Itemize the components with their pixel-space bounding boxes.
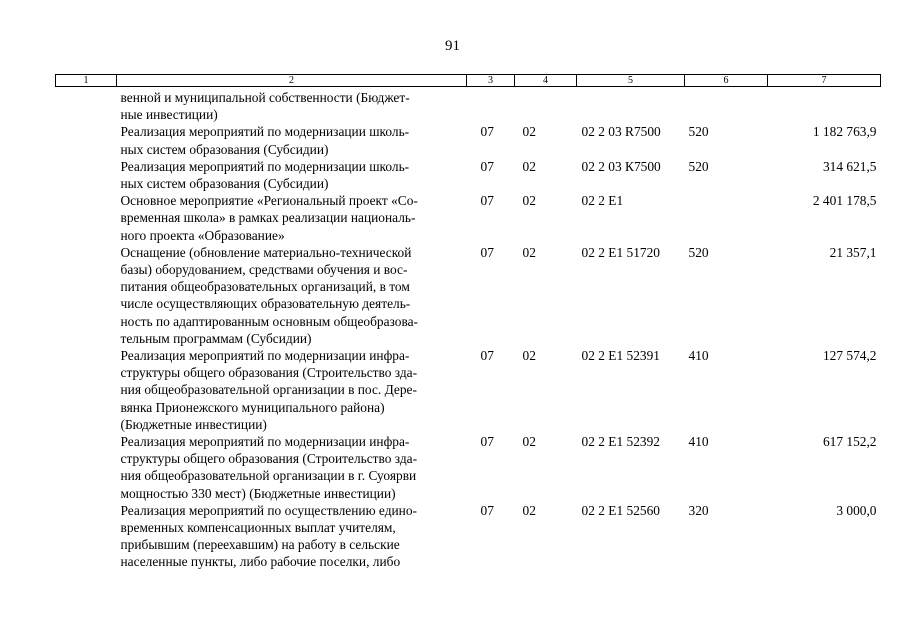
name-line: мощностью 330 мест) (Бюджетные инвестиции) (120, 485, 396, 501)
header-col-5: 5 (577, 75, 685, 87)
cell-subsection: 02 (522, 434, 536, 450)
table-row (56, 244, 881, 347)
cell-amount: 314 621,5 (822, 158, 877, 174)
header-col-4: 4 (515, 75, 577, 87)
cell-section (467, 87, 515, 124)
cell-subsection: 02 (522, 158, 536, 174)
cell-empty (56, 347, 117, 433)
table-row (56, 123, 881, 157)
name-line: базы) оборудованием, средствами обучения и вос- (120, 262, 408, 278)
table-row (56, 158, 881, 192)
name-line: временная школа» в рамках реализации националь- (120, 210, 416, 226)
cell-expense-type: 320 (688, 502, 709, 518)
name-line: населенные пункты, либо рабочие поселки, либо (120, 554, 401, 570)
cell-subsection: 02 (522, 348, 536, 364)
cell-name (117, 192, 467, 244)
table-row (56, 87, 881, 124)
name-line: ных систем образования (Субсидии) (120, 176, 329, 192)
cell-target-item: 02 2 Е1 52391 (581, 348, 660, 364)
table-body (56, 87, 881, 571)
table-row (56, 502, 881, 571)
name-line: Реализация мероприятий по модернизации школь- (120, 124, 410, 140)
cell-target-item: 02 2 03 К7500 (581, 158, 661, 174)
cell-section: 07 (480, 348, 494, 364)
name-line: ность по адаптированным основным общеобразова- (120, 313, 418, 329)
cell-target-item: 02 2 Е1 51720 (581, 244, 660, 260)
cell-target-item: 02 2 Е1 52392 (581, 434, 660, 450)
cell-name (117, 347, 467, 433)
name-line: венной и муниципальной собственности (Бюджет- (120, 90, 410, 105)
cell-subsection: 02 (522, 244, 536, 260)
name-line: питания общеобразовательных организаций, в том (120, 279, 410, 295)
name-line: (Бюджетные инвестиции) (120, 416, 267, 432)
cell-subsection (515, 87, 577, 124)
cell-target-item: 02 2 03 R7500 (581, 124, 661, 140)
cell-section: 07 (480, 502, 494, 518)
header-col-6: 6 (685, 75, 768, 87)
cell-amount: 127 574,2 (822, 348, 877, 364)
name-line: временных компенсационных выплат учителям, (120, 520, 396, 536)
name-line: ния общеобразовательной организации в г. Суоярви (120, 468, 417, 484)
table-row (56, 433, 881, 502)
cell-amount: 617 152,2 (822, 434, 877, 450)
cell-target-item: 02 2 Е1 (581, 193, 624, 209)
cell-empty (56, 244, 117, 347)
cell-section: 07 (480, 434, 494, 450)
cell-section: 07 (480, 193, 494, 209)
table-row (56, 347, 881, 433)
name-line: Реализация мероприятий по модернизации инфра- (120, 434, 410, 450)
cell-section: 07 (480, 124, 494, 140)
name-line: структуры общего образования (Строительство зда- (120, 365, 418, 381)
name-line: ного проекта «Образование» (120, 227, 285, 243)
budget-table (55, 74, 881, 571)
cell-amount: 2 401 178,5 (812, 193, 877, 209)
name-line: ных систем образования (Субсидии) (120, 141, 329, 157)
cell-expense-type: 410 (688, 434, 709, 450)
cell-expense-type: 520 (688, 124, 709, 140)
cell-empty (56, 123, 117, 157)
cell-expense-type: 520 (688, 244, 709, 260)
header-col-7: 7 (768, 75, 881, 87)
cell-target-item (577, 87, 685, 124)
header-col-1: 1 (56, 75, 117, 87)
cell-empty (56, 87, 117, 124)
page-number: 91 (445, 38, 460, 54)
cell-name (117, 123, 467, 157)
cell-subsection: 02 (522, 124, 536, 140)
cell-empty (56, 502, 117, 571)
cell-empty (56, 192, 117, 244)
name-line: числе осуществляющих образовательную деятель- (120, 296, 411, 312)
name-line: прибывшим (переехавшим) на работу в сельские (120, 537, 400, 553)
cell-expense-type (685, 87, 768, 124)
header-row (56, 75, 881, 87)
cell-expense-type: 410 (688, 348, 709, 364)
name-line: Основное мероприятие «Региональный проект «Со- (120, 193, 418, 209)
cell-expense-type: 520 (688, 158, 709, 174)
header-col-3: 3 (467, 75, 515, 87)
name-line: Реализация мероприятий по модернизации школь- (120, 158, 410, 174)
cell-name (117, 158, 467, 192)
table-header (56, 75, 881, 87)
cell-amount: 1 182 763,9 (812, 124, 877, 140)
table-row (56, 192, 881, 244)
cell-section: 07 (480, 244, 494, 260)
cell-empty (56, 433, 117, 502)
name-line: вянка Прионежского муниципального района) (120, 399, 385, 415)
cell-empty (56, 158, 117, 192)
cell-amount: 21 357,1 (829, 244, 877, 260)
cell-target-item: 02 2 Е1 52560 (581, 502, 660, 518)
cell-amount: 3 000,0 (836, 502, 877, 518)
name-line: ные инвестиции) (120, 107, 218, 123)
cell-name (117, 433, 467, 502)
name-line: Реализация мероприятий по осуществлению едино- (120, 502, 417, 518)
cell-amount (768, 87, 881, 124)
name-line: Реализация мероприятий по модернизации инфра- (120, 348, 410, 364)
header-col-2: 2 (117, 75, 467, 87)
name-line: тельным программам (Субсидии) (120, 330, 312, 346)
cell-subsection: 02 (522, 502, 536, 518)
name-line: ния общеобразовательной организации в пос. Дере- (120, 382, 417, 398)
cell-subsection: 02 (522, 193, 536, 209)
cell-name (117, 244, 467, 347)
cell-name (117, 502, 467, 571)
cell-name (117, 87, 467, 124)
name-line: структуры общего образования (Строительство зда- (120, 451, 418, 467)
cell-expense-type (685, 192, 768, 244)
name-line: Оснащение (обновление материально-технической (120, 244, 412, 260)
cell-section: 07 (480, 158, 494, 174)
